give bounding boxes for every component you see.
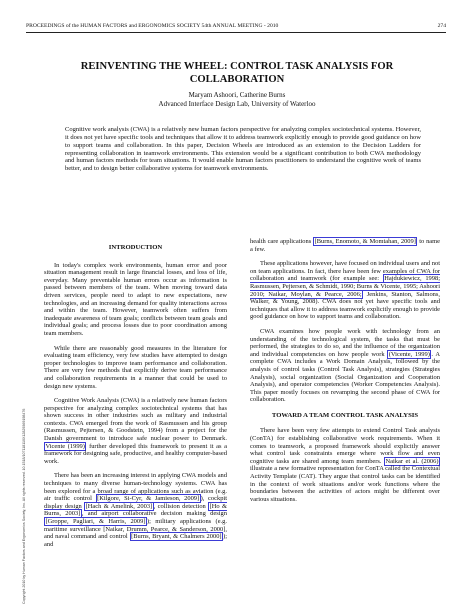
text-run: ); military applications (e.g. maritime surveillance <box>44 518 227 533</box>
text-run: ), cockpit display design <box>44 495 227 510</box>
text-run: ); and <box>44 533 228 548</box>
author-block <box>0 91 474 109</box>
text-run: . A complete CWA includes a Work Domain Analysis, followed by the analysis of control tasks (Control Task Analysis), strategies (Strategies Analysis), social organization (Social Organization and Cooperation Analysis), and operator competencies (Worker Competencies Analysis). This paper mostly focuses on revamping the second phase of CWA for collaboration. <box>250 350 440 404</box>
paragraph: In today's complex work environments, human error and poor situation management result in large financial losses, and loss of life, everyday. Many preventable human errors occur as information is passed between members of the team. When moving toward data driven services, people need to adapt to new expectations, new technologies, and an increasing demand for quality interactions across and within the team. However, teamwork often suffers from inadequate awareness of team goals; conflicts between team goals and individual goals; and process losses due to poor coordination among team members. <box>44 261 227 337</box>
paragraph <box>250 328 440 404</box>
section-heading-team-conta: TOWARD A TEAM CONTROL TASK ANALYSIS <box>271 411 419 419</box>
text-run: There have been very few attempts to extend Control Task analysis (ConTA) for establishing collaborative work requirements. When it comes to teamwork, a proposed framework should explicitly answer what control task constraints emerge where work flow and even cognitive tasks are shared among team members. <box>250 427 440 465</box>
paragraph <box>250 427 440 503</box>
copyright-text: Copyright 2010 by Human Factors and Ergonomics Society, Inc. All rights reserved. 10.1518/107118110X12829369198476 <box>22 408 26 604</box>
paper-title <box>0 60 474 86</box>
paragraph <box>44 472 227 548</box>
citation-link[interactable]: (Vicente, 1999) <box>388 350 430 358</box>
text-run: [Naikar, Drumm, Pearce, & Sanderson, 2000], and naval command and control <box>44 525 227 541</box>
title-line-2: COLLABORATION <box>189 74 285 85</box>
left-column <box>44 244 227 555</box>
citation-link[interactable]: [Burns, Bryant, & Chalmers 2000] <box>131 533 222 541</box>
paragraph <box>250 260 440 321</box>
citation-link[interactable]: [Groppe, Pagliari, & Harris, 2009] <box>45 518 146 525</box>
author-names: Maryam Ashoori, Catherine Burns <box>188 91 286 99</box>
paragraph <box>44 397 227 465</box>
text-run: illustrate a new formative representation for ConTA called the Contextual Activity Template (CAT). They argue that control tasks can be identified in the context of work situations and/or work functions where the boundaries between the activities of actors might be different over various situations. <box>250 465 440 503</box>
running-head-text: PROCEEDINGS of the HUMAN FACTORS and ERGONOMICS SOCIETY 54th ANNUAL MEETING - 2010 <box>26 23 279 29</box>
text-run: , collision detection <box>153 502 206 510</box>
citation-link[interactable]: [Ho & Burns, 2003] <box>44 502 228 518</box>
text-run: to name a few. <box>250 238 441 253</box>
title-line-1: REINVENTING THE WHEEL: CONTROL TASK ANALYSIS FOR <box>80 61 394 72</box>
copyright-sidebar <box>22 408 32 608</box>
paragraph: While there are reasonably good measures in the literature for evaluating team efficiency, very few studies have attempted to design proper technologies to improve team performance and collaboration. There are very few methods that explicitly derive team performance and collaboration requirements in a manner that could be used to design new systems. <box>44 344 227 390</box>
citation-link[interactable]: [Burns, Enomoto, & Momtahan, 2009] <box>314 238 416 245</box>
citation-link[interactable]: Naikar et al. (2006) <box>385 457 439 465</box>
page-number: 274 <box>437 23 446 29</box>
text-run: , and airport collaborative decision making design <box>81 510 227 518</box>
citation-link[interactable]: Hajdukiewicz, 1998; Rasmussen, Pejtersen, & Schmidt, 1990; Burns & Vicente, 1995; Ashoori 2010; Naikar, Moylan, & Pearce, 2006; <box>250 275 441 298</box>
author-affiliation: Advanced Interface Design Lab, University of Waterloo <box>158 100 316 108</box>
section-heading-introduction: INTRODUCTION <box>108 244 163 251</box>
right-column <box>250 238 440 510</box>
citation-link[interactable]: [Kilgore, Si-Cyr, & Jamieson, 2009] <box>97 495 200 503</box>
text-run: These applications however, have focused on individual users and not on team applications. In fact, there have been few examples of CWA for collaboration and teamwork (for example see: <box>250 260 440 283</box>
text-run: Cognitive Work Analysis (CWA) is a relatively new human factors perspective for analyzing complex sociotechnical systems that has shown success in other industries such as military and industrial contexts. CWA emerged from the work of Rasmussen and his group (Rasmussen, Pejtersen, & Goodstein, 1994) from a project for the Danish government to introduce safe nuclear power to Denmark. <box>44 397 227 443</box>
running-header <box>26 23 446 29</box>
header-rule <box>26 32 446 33</box>
citation-link[interactable]: [Hach & Amelink, 2003] <box>85 502 153 510</box>
text-run: further developed this framework to present it as a framework for designing safe, productive, and healthy computer-based work. <box>44 442 228 465</box>
text-run: health care applications <box>250 238 312 245</box>
abstract: Cognitive work analysis (CWA) is a relatively new human factors perspective for analyzing complex sociotechnical systems. However, it does not yet have specific tools and techniques that allow it to address teamwork explicitly enough to provide good guidance on how to support teams and collaboration. In this paper, Decision Wheels are introduced as an extension to the Decision Ladders for representing collaboration in teamwork environments. This extension would be a significant contribution to both CWA methodology and human factors methods for team situations. It would enable human factors practitioners to understand the cognitive work of teams better, and to design better collaborative systems for teamwork environments. <box>65 126 421 173</box>
text-run: CWA examines how people work with technology from an understanding of the technological system, the tasks that must be performed, the strategies to do so, and the influence of the organization and individual competencies on how people work <box>250 327 440 358</box>
text-run: Jenkins, Stanton, Salmons, Walker, & Young, 2008). CWA does not yet have specific tools and techniques that allow it to address teamwork explicitly enough to provide good guidance on how to support teams and collaboration. <box>250 290 440 321</box>
paragraph <box>250 238 440 253</box>
text-run: There has been an increasing interest in applying CWA models and techniques to many diverse human-technology systems. CWA has been explored for a broad range of applications such as aviation (e.g. air traffic control <box>44 472 227 503</box>
citation-link[interactable]: Vicente (1999) <box>45 442 85 450</box>
